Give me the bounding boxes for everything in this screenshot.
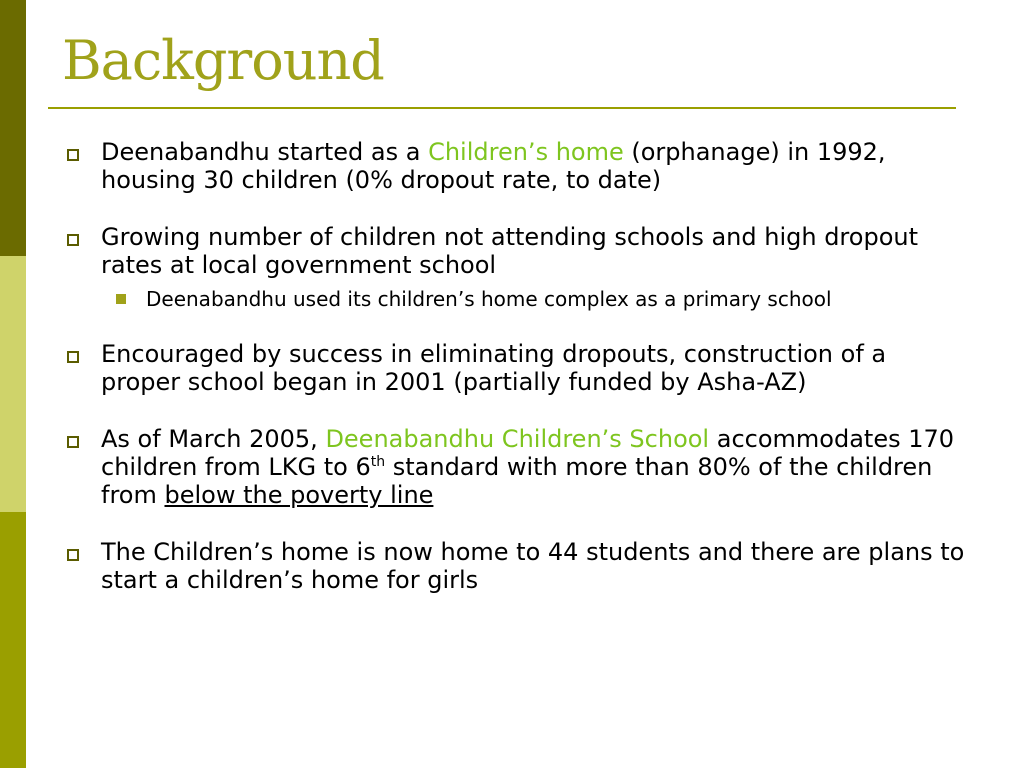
bullet-5-text: The Children’s home is now home to 44 students and there are plans to start a children’s home for girls bbox=[101, 538, 965, 594]
bullet-1-highlight: Children’s home bbox=[428, 138, 624, 166]
side-strip-top bbox=[0, 0, 26, 256]
bullet-4-text-end: standard with more than 80% of the children from bbox=[101, 453, 933, 509]
bullet-1-text-end: (orphanage) in 1992, housing 30 children (0% dropout rate, to date) bbox=[101, 138, 886, 194]
bullet-item-4 bbox=[62, 425, 972, 509]
bullet-item-5 bbox=[62, 538, 972, 594]
square-bullet-icon bbox=[67, 549, 79, 561]
side-strip-bottom bbox=[0, 512, 26, 768]
bullet-2-text: Growing number of children not attending schools and high dropout rates at local government school bbox=[101, 223, 918, 279]
side-strip-middle bbox=[0, 256, 26, 512]
sub-bullet-item bbox=[101, 287, 972, 311]
bullet-list bbox=[62, 138, 972, 594]
bullet-item-1 bbox=[62, 138, 972, 194]
square-bullet-icon bbox=[67, 149, 79, 161]
square-bullet-icon bbox=[67, 436, 79, 448]
bullet-1-text-start: Deenabandhu started as a bbox=[101, 138, 429, 166]
bullet-4-underlined: below the poverty line bbox=[164, 481, 434, 509]
filled-square-bullet-icon bbox=[116, 294, 126, 304]
bullet-3-text: Encouraged by success in eliminating dropouts, construction of a proper school began in 2001 (partially funded by Asha-AZ) bbox=[101, 340, 887, 396]
bullet-4-highlight: Deenabandhu Children’s School bbox=[325, 425, 710, 453]
slide-title: Background bbox=[62, 29, 384, 92]
square-bullet-icon bbox=[67, 234, 79, 246]
bullet-item-2 bbox=[62, 223, 972, 311]
sub-bullet-text: Deenabandhu used its children’s home complex as a primary school bbox=[146, 287, 832, 311]
square-bullet-icon bbox=[67, 351, 79, 363]
bullet-item-3 bbox=[62, 340, 972, 396]
bullet-4-text-start: As of March 2005, bbox=[101, 425, 326, 453]
bullet-4-superscript: th bbox=[370, 454, 386, 470]
bullet-4-text-mid: accommodates 170 children from LKG to 6 bbox=[101, 425, 955, 481]
title-divider bbox=[48, 107, 956, 109]
